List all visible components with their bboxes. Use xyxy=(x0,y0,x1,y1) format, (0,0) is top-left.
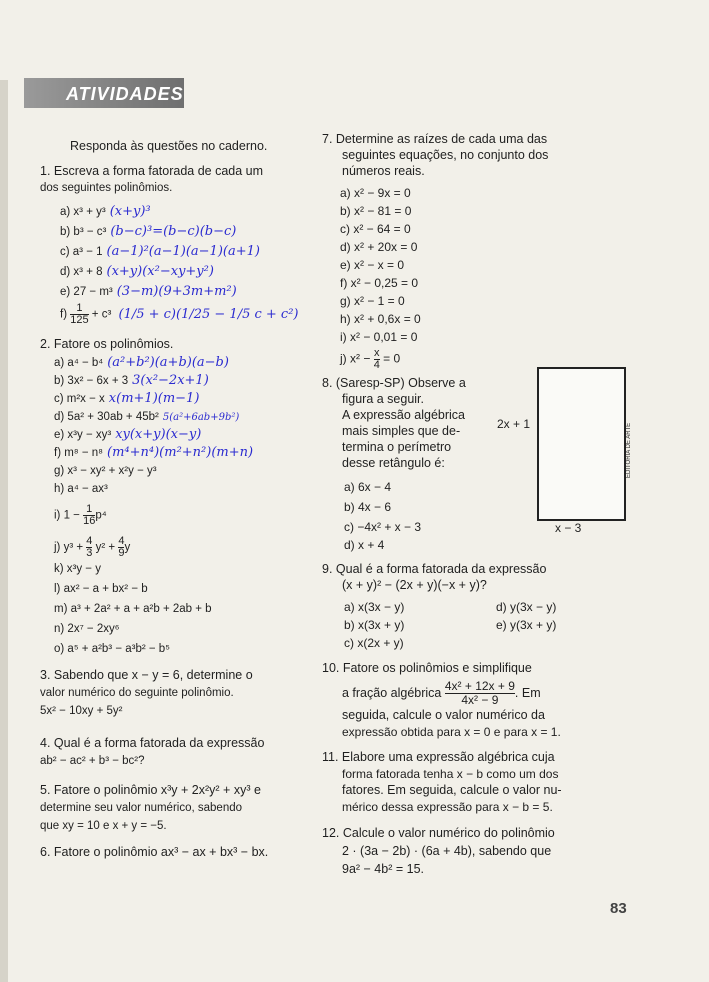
q8-stem-1: 8. (Saresp-SP) Observe a xyxy=(322,376,466,390)
q8-option-c: c) −4x² + x − 3 xyxy=(344,520,422,534)
q11-line-4: mérico dessa expressão para x − b = 5. xyxy=(342,800,553,814)
q7-item-j: j) x² − $\frac{x}{4}$ = 0 xyxy=(340,347,401,371)
q8-stem-4: mais simples que de- xyxy=(342,424,461,438)
q10-line-3: seguida, calcule o valor numérico da xyxy=(342,708,545,722)
q9-option-c: c) x(2x + y) xyxy=(344,636,404,650)
q2-item-b: b) 3x² − 6x + 3 3(x²−2x+1) xyxy=(54,373,209,388)
q8-stem-6: desse retângulo é: xyxy=(342,456,445,470)
q1-item-a: a) x³ + y³ (x+y)³ xyxy=(60,204,151,219)
q1-item-e: e) 27 − m³ (3−m)(9+3m+m²) xyxy=(60,284,237,299)
q5-line-1: 5. Fatore o polinômio x³y + 2x²y² + xy³ e xyxy=(40,783,261,797)
q7-item-h: h) x² + 0,6x = 0 xyxy=(340,312,421,326)
q9-option-b: b) x(3x + y) xyxy=(344,618,405,632)
q2-item-o: o) a⁵ + a²b³ − a³b² − b⁵ xyxy=(54,643,170,655)
fraction: $\frac{1}{16}$ xyxy=(83,503,96,527)
fraction: $\frac{4}{3}$ xyxy=(86,535,93,559)
q5-line-3: que xy = 10 e x + y = −5. xyxy=(40,820,167,832)
q8-stem-5: termina o perímetro xyxy=(342,440,452,454)
q8-stem-3: A expressão algébrica xyxy=(342,408,465,422)
q1-item-c: c) a³ − 1 (a−1)²(a−1)(a−1)(a+1) xyxy=(60,244,260,259)
q4-line-2: ab² − ac² + b³ − bc²? xyxy=(40,755,145,767)
q8-option-a: a) 6x − 4 xyxy=(344,480,392,494)
q7-item-d: d) x² + 20x = 0 xyxy=(340,240,418,254)
q7-item-f: f) x² − 0,25 = 0 xyxy=(340,276,419,290)
q1-stem-1: 1. Escreva a forma fatorada de cada um xyxy=(40,164,264,178)
intro-text: Responda às questões no caderno. xyxy=(70,139,268,153)
q2-item-k: k) x³y − y xyxy=(54,563,101,575)
q2-item-m: m) a³ + 2a² + a + a²b + 2ab + b xyxy=(54,603,212,615)
q2-item-e: e) x³y − xy³ xy(x+y)(x−y) xyxy=(54,427,202,442)
q2-item-j: j) y³ + $\frac{4}{3}$ y² + $\frac{4}{9}$ y xyxy=(54,535,131,559)
q7-item-g: g) x² − 1 = 0 xyxy=(340,294,405,308)
fraction: $\frac{1}{125}$ xyxy=(70,302,89,326)
q2-item-g: g) x³ − xy² + x²y − y³ xyxy=(54,465,157,477)
q2-item-i: i) 1 − $\frac{1}{16}$ p⁴ xyxy=(54,503,107,527)
page-edge xyxy=(0,80,8,982)
q10-line-1: 10. Fatore os polinômios e simplifique xyxy=(322,661,532,675)
q3-line-3: 5x² − 10xy + 5y² xyxy=(40,705,123,717)
q1-item-f: f) $\frac{1}{125}$ + c³ (1/5 + c)(1/25 − 1/5 c + c²) xyxy=(60,302,299,326)
q1-item-d: d) x³ + 8 (x+y)(x²−xy+y²) xyxy=(60,264,214,279)
q11-line-1: 11. Elabore uma expressão algébrica cuja xyxy=(322,750,555,764)
q7-item-i: i) x² − 0,01 = 0 xyxy=(340,330,418,344)
q9-stem-2: (x + y)² − (2x + y)(−x + y)? xyxy=(342,578,487,592)
q11-line-3: fatores. Em seguida, calcule o valor nu- xyxy=(342,783,562,797)
q2-item-a: a) a⁴ − b⁴ (a²+b²)(a+b)(a−b) xyxy=(54,355,229,370)
q2-item-n: n) 2x⁷ − 2xy⁶ xyxy=(54,623,120,635)
fraction: $\frac{\text{4x² + 12x + 9}}{\text{4x² − 9}}$ xyxy=(444,679,515,707)
fraction: $\frac{x}{4}$ xyxy=(373,347,380,371)
q7-stem-2: seguintes equações, no conjunto dos xyxy=(342,148,549,162)
section-title: ATIVIDADES xyxy=(66,84,184,104)
q2-stem: 2. Fatore os polinômios. xyxy=(40,337,174,351)
q7-item-c: c) x² − 64 = 0 xyxy=(340,222,411,236)
fraction: $\frac{4}{9}$ xyxy=(118,535,125,559)
q4-line-1: 4. Qual é a forma fatorada da expressão xyxy=(40,736,265,750)
rectangle-figure xyxy=(537,367,626,521)
q12-line-1: 12. Calcule o valor numérico do polinômio xyxy=(322,826,555,840)
q6-text: 6. Fatore o polinômio ax³ − ax + bx³ − bx. xyxy=(40,845,269,859)
q11-line-2: forma fatorada tenha x − b como um dos xyxy=(342,767,559,781)
q2-item-d: d) 5a² + 30ab + 45b² 5(a²+6ab+9b²) xyxy=(54,411,240,423)
page-number: 83 xyxy=(610,900,627,917)
q9-option-d: d) y(3x − y) xyxy=(496,600,557,614)
q12-line-3: 9a² − 4b² = 15. xyxy=(342,862,425,876)
q7-stem-3: números reais. xyxy=(342,164,425,178)
q12-line-2: 2 · (3a − 2b) · (6a + 4b), sabendo que xyxy=(342,844,552,858)
q10-line-2: a fração algébrica $\frac{\text{4x² + 12x + 9}}{\text{4x² − 9}}$ . Em xyxy=(342,679,541,707)
q9-stem-1: 9. Qual é a forma fatorada da expressão xyxy=(322,562,547,576)
q7-stem-1: 7. Determine as raízes de cada uma das xyxy=(322,132,548,146)
rect-bottom-label: x − 3 xyxy=(555,521,582,535)
q9-option-a: a) x(3x − y) xyxy=(344,600,405,614)
q2-item-h: h) a⁴ − ax³ xyxy=(54,483,108,495)
q2-item-l: l) ax² − a + bx² − b xyxy=(54,583,148,595)
q1-stem-2: dos seguintes polinômios. xyxy=(40,182,173,194)
q10-line-4: expressão obtida para x = 0 e para x = 1. xyxy=(342,725,561,739)
image-credit: EDITORIA DE ARTE xyxy=(626,422,632,478)
q7-item-b: b) x² − 81 = 0 xyxy=(340,204,412,218)
q9-option-e: e) y(3x + y) xyxy=(496,618,557,632)
q8-option-b: b) 4x − 6 xyxy=(344,500,392,514)
q1-item-b: b) b³ − c³ (b−c)³=(b−c)(b−c) xyxy=(60,224,237,239)
q5-line-2: determine seu valor numérico, sabendo xyxy=(40,802,243,814)
q3-line-1: 3. Sabendo que x − y = 6, determine o xyxy=(40,668,253,682)
q2-item-c: c) m²x − x x(m+1)(m−1) xyxy=(54,391,200,406)
q8-option-d: d) x + 4 xyxy=(344,538,385,552)
q2-item-f: f) m⁸ − n⁸ (m⁴+n⁴)(m²+n²)(m+n) xyxy=(54,445,254,460)
rect-side-label: 2x + 1 xyxy=(497,417,531,431)
q8-stem-2: figura a seguir. xyxy=(342,392,424,406)
q7-item-a: a) x² − 9x = 0 xyxy=(340,186,411,200)
q3-line-2: valor numérico do seguinte polinômio. xyxy=(40,687,234,699)
q7-item-e: e) x² − x = 0 xyxy=(340,258,405,272)
